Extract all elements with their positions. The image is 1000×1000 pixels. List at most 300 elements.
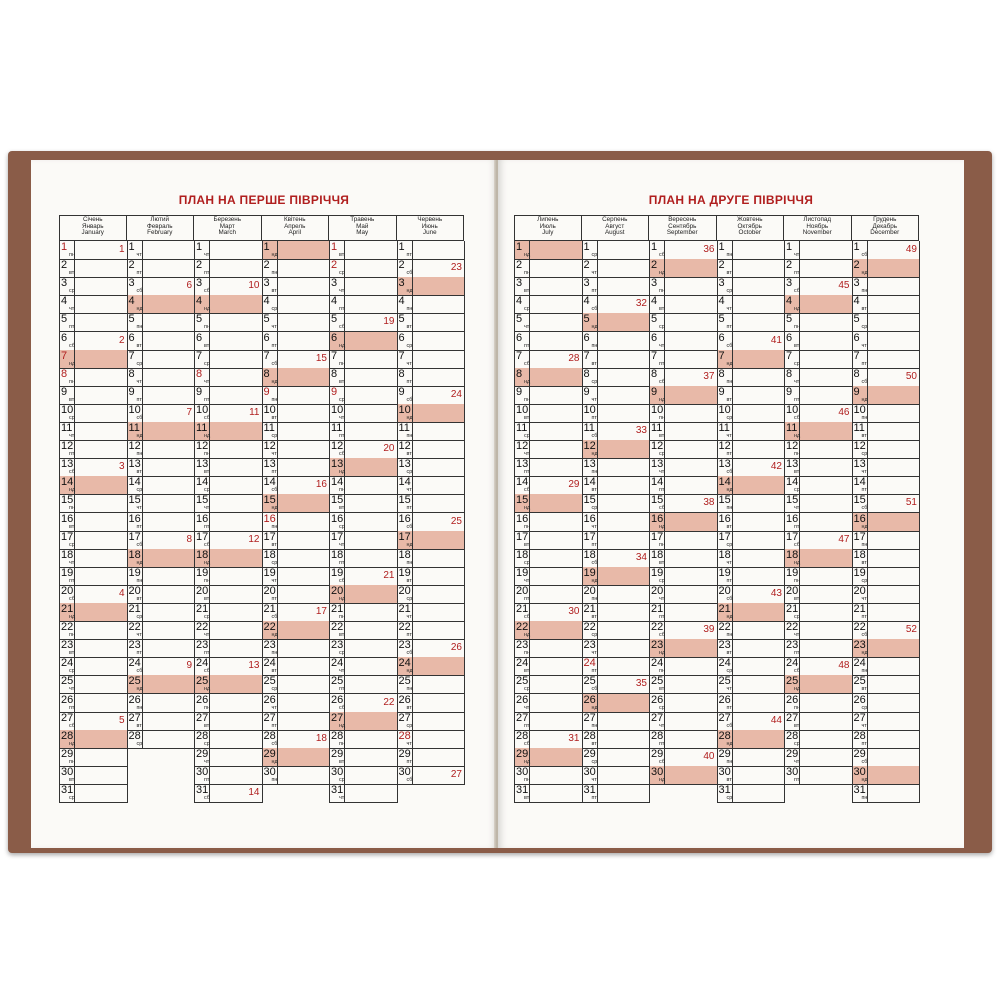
day-cell[interactable] xyxy=(59,694,128,713)
day-cell[interactable] xyxy=(582,730,651,749)
day-cell[interactable] xyxy=(262,404,331,423)
day-cell[interactable] xyxy=(649,350,718,369)
day-cell[interactable] xyxy=(852,404,921,423)
day-cell[interactable] xyxy=(397,675,466,694)
day-cell[interactable] xyxy=(397,494,466,513)
day-cell[interactable] xyxy=(717,513,786,532)
day-cell[interactable] xyxy=(717,730,786,749)
day-cell[interactable] xyxy=(329,295,398,314)
day-cell[interactable] xyxy=(329,694,398,713)
day-cell[interactable] xyxy=(262,313,331,332)
day-cell[interactable] xyxy=(329,332,398,351)
day-cell[interactable] xyxy=(717,422,786,441)
day-cell[interactable] xyxy=(514,259,583,278)
day-cell[interactable] xyxy=(397,350,466,369)
day-cell[interactable] xyxy=(59,259,128,278)
day-cell[interactable] xyxy=(127,241,196,260)
day-cell[interactable] xyxy=(582,549,651,568)
day-cell[interactable] xyxy=(59,368,128,387)
day-cell[interactable] xyxy=(329,712,398,731)
day-cell[interactable] xyxy=(329,784,398,803)
day-cell[interactable] xyxy=(514,513,583,532)
day-cell[interactable] xyxy=(852,567,921,586)
day-cell[interactable] xyxy=(784,549,853,568)
day-cell[interactable] xyxy=(397,458,466,477)
day-cell[interactable] xyxy=(127,549,196,568)
day-cell[interactable] xyxy=(329,422,398,441)
day-cell[interactable] xyxy=(127,332,196,351)
day-cell[interactable] xyxy=(784,494,853,513)
day-cell[interactable] xyxy=(59,513,128,532)
day-cell[interactable] xyxy=(59,675,128,694)
day-cell[interactable] xyxy=(717,712,786,731)
day-cell[interactable] xyxy=(329,241,398,260)
day-cell[interactable] xyxy=(329,404,398,423)
day-cell[interactable] xyxy=(717,549,786,568)
day-cell[interactable] xyxy=(397,422,466,441)
day-cell[interactable] xyxy=(59,585,128,604)
day-cell[interactable] xyxy=(194,513,263,532)
day-cell[interactable] xyxy=(582,531,651,550)
day-cell[interactable] xyxy=(59,567,128,586)
day-cell[interactable] xyxy=(717,440,786,459)
day-cell[interactable] xyxy=(852,513,921,532)
day-cell[interactable] xyxy=(582,458,651,477)
day-cell[interactable] xyxy=(329,766,398,785)
day-cell[interactable] xyxy=(127,422,196,441)
day-cell[interactable] xyxy=(194,476,263,495)
day-cell[interactable] xyxy=(397,241,466,260)
day-cell[interactable] xyxy=(649,730,718,749)
day-cell[interactable] xyxy=(262,549,331,568)
day-cell[interactable] xyxy=(852,458,921,477)
day-cell[interactable] xyxy=(717,494,786,513)
day-cell[interactable] xyxy=(514,440,583,459)
day-cell[interactable] xyxy=(59,295,128,314)
day-cell[interactable] xyxy=(717,675,786,694)
day-cell[interactable] xyxy=(852,549,921,568)
day-cell[interactable] xyxy=(717,368,786,387)
day-cell[interactable] xyxy=(784,350,853,369)
day-cell[interactable] xyxy=(262,295,331,314)
day-cell[interactable] xyxy=(784,694,853,713)
day-cell[interactable] xyxy=(649,694,718,713)
day-cell[interactable] xyxy=(784,603,853,622)
day-cell[interactable] xyxy=(127,694,196,713)
day-cell[interactable] xyxy=(262,513,331,532)
day-cell[interactable] xyxy=(127,313,196,332)
day-cell[interactable] xyxy=(194,332,263,351)
day-cell[interactable] xyxy=(262,277,331,296)
day-cell[interactable] xyxy=(514,313,583,332)
day-cell[interactable] xyxy=(649,458,718,477)
day-cell[interactable] xyxy=(262,657,331,676)
day-cell[interactable] xyxy=(59,277,128,296)
day-cell[interactable] xyxy=(262,458,331,477)
day-cell[interactable] xyxy=(329,476,398,495)
day-cell[interactable] xyxy=(397,730,466,749)
day-cell[interactable] xyxy=(59,531,128,550)
day-cell[interactable] xyxy=(127,675,196,694)
day-cell[interactable] xyxy=(649,476,718,495)
day-cell[interactable] xyxy=(514,241,583,260)
day-cell[interactable] xyxy=(262,748,331,767)
day-cell[interactable] xyxy=(852,621,921,640)
day-cell[interactable] xyxy=(194,748,263,767)
day-cell[interactable] xyxy=(397,440,466,459)
day-cell[interactable] xyxy=(784,422,853,441)
day-cell[interactable] xyxy=(582,368,651,387)
day-cell[interactable] xyxy=(582,494,651,513)
day-cell[interactable] xyxy=(852,476,921,495)
day-cell[interactable] xyxy=(397,513,466,532)
day-cell[interactable] xyxy=(582,603,651,622)
day-cell[interactable] xyxy=(717,313,786,332)
day-cell[interactable] xyxy=(194,350,263,369)
day-cell[interactable] xyxy=(514,712,583,731)
day-cell[interactable] xyxy=(852,784,921,803)
day-cell[interactable] xyxy=(717,766,786,785)
day-cell[interactable] xyxy=(852,313,921,332)
day-cell[interactable] xyxy=(397,603,466,622)
day-cell[interactable] xyxy=(514,494,583,513)
day-cell[interactable] xyxy=(262,639,331,658)
day-cell[interactable] xyxy=(649,277,718,296)
day-cell[interactable] xyxy=(649,639,718,658)
day-cell[interactable] xyxy=(127,621,196,640)
day-cell[interactable] xyxy=(194,657,263,676)
day-cell[interactable] xyxy=(784,277,853,296)
day-cell[interactable] xyxy=(59,639,128,658)
day-cell[interactable] xyxy=(582,694,651,713)
day-cell[interactable] xyxy=(649,657,718,676)
day-cell[interactable] xyxy=(784,748,853,767)
day-cell[interactable] xyxy=(397,766,466,785)
day-cell[interactable] xyxy=(649,494,718,513)
day-cell[interactable] xyxy=(514,368,583,387)
day-cell[interactable] xyxy=(194,386,263,405)
day-cell[interactable] xyxy=(262,332,331,351)
day-cell[interactable] xyxy=(397,531,466,550)
day-cell[interactable] xyxy=(649,712,718,731)
day-cell[interactable] xyxy=(329,567,398,586)
day-cell[interactable] xyxy=(329,440,398,459)
day-cell[interactable] xyxy=(59,748,128,767)
day-cell[interactable] xyxy=(194,784,263,803)
day-cell[interactable] xyxy=(59,476,128,495)
day-cell[interactable] xyxy=(784,476,853,495)
day-cell[interactable] xyxy=(717,259,786,278)
day-cell[interactable] xyxy=(514,476,583,495)
day-cell[interactable] xyxy=(194,440,263,459)
day-cell[interactable] xyxy=(852,657,921,676)
day-cell[interactable] xyxy=(262,241,331,260)
day-cell[interactable] xyxy=(717,748,786,767)
day-cell[interactable] xyxy=(514,748,583,767)
day-cell[interactable] xyxy=(784,368,853,387)
day-cell[interactable] xyxy=(397,368,466,387)
day-cell[interactable] xyxy=(127,567,196,586)
day-cell[interactable] xyxy=(194,639,263,658)
day-cell[interactable] xyxy=(127,585,196,604)
day-cell[interactable] xyxy=(262,712,331,731)
day-cell[interactable] xyxy=(649,585,718,604)
day-cell[interactable] xyxy=(514,766,583,785)
day-cell[interactable] xyxy=(397,621,466,640)
day-cell[interactable] xyxy=(397,748,466,767)
day-cell[interactable] xyxy=(582,295,651,314)
day-cell[interactable] xyxy=(59,766,128,785)
day-cell[interactable] xyxy=(514,730,583,749)
day-cell[interactable] xyxy=(717,332,786,351)
day-cell[interactable] xyxy=(59,422,128,441)
day-cell[interactable] xyxy=(784,585,853,604)
day-cell[interactable] xyxy=(649,531,718,550)
day-cell[interactable] xyxy=(514,694,583,713)
day-cell[interactable] xyxy=(397,639,466,658)
day-cell[interactable] xyxy=(582,259,651,278)
day-cell[interactable] xyxy=(397,295,466,314)
day-cell[interactable] xyxy=(717,350,786,369)
day-cell[interactable] xyxy=(59,494,128,513)
day-cell[interactable] xyxy=(514,458,583,477)
day-cell[interactable] xyxy=(194,295,263,314)
day-cell[interactable] xyxy=(514,295,583,314)
day-cell[interactable] xyxy=(852,386,921,405)
day-cell[interactable] xyxy=(329,350,398,369)
day-cell[interactable] xyxy=(649,549,718,568)
day-cell[interactable] xyxy=(582,404,651,423)
day-cell[interactable] xyxy=(784,440,853,459)
day-cell[interactable] xyxy=(262,259,331,278)
day-cell[interactable] xyxy=(717,476,786,495)
day-cell[interactable] xyxy=(852,440,921,459)
day-cell[interactable] xyxy=(127,730,196,749)
day-cell[interactable] xyxy=(194,458,263,477)
day-cell[interactable] xyxy=(59,603,128,622)
day-cell[interactable] xyxy=(397,712,466,731)
day-cell[interactable] xyxy=(59,712,128,731)
day-cell[interactable] xyxy=(649,404,718,423)
day-cell[interactable] xyxy=(194,730,263,749)
day-cell[interactable] xyxy=(582,313,651,332)
day-cell[interactable] xyxy=(262,386,331,405)
day-cell[interactable] xyxy=(784,639,853,658)
day-cell[interactable] xyxy=(262,730,331,749)
day-cell[interactable] xyxy=(329,259,398,278)
day-cell[interactable] xyxy=(127,639,196,658)
day-cell[interactable] xyxy=(59,458,128,477)
day-cell[interactable] xyxy=(127,295,196,314)
day-cell[interactable] xyxy=(649,766,718,785)
day-cell[interactable] xyxy=(649,295,718,314)
day-cell[interactable] xyxy=(194,603,263,622)
day-cell[interactable] xyxy=(127,712,196,731)
day-cell[interactable] xyxy=(59,784,128,803)
day-cell[interactable] xyxy=(329,603,398,622)
day-cell[interactable] xyxy=(717,277,786,296)
day-cell[interactable] xyxy=(59,404,128,423)
day-cell[interactable] xyxy=(852,531,921,550)
day-cell[interactable] xyxy=(397,386,466,405)
day-cell[interactable] xyxy=(59,386,128,405)
day-cell[interactable] xyxy=(262,350,331,369)
day-cell[interactable] xyxy=(649,675,718,694)
day-cell[interactable] xyxy=(784,404,853,423)
day-cell[interactable] xyxy=(852,277,921,296)
day-cell[interactable] xyxy=(127,386,196,405)
day-cell[interactable] xyxy=(59,730,128,749)
day-cell[interactable] xyxy=(397,694,466,713)
day-cell[interactable] xyxy=(784,730,853,749)
day-cell[interactable] xyxy=(784,513,853,532)
day-cell[interactable] xyxy=(127,513,196,532)
day-cell[interactable] xyxy=(717,567,786,586)
day-cell[interactable] xyxy=(514,386,583,405)
day-cell[interactable] xyxy=(397,567,466,586)
day-cell[interactable] xyxy=(852,259,921,278)
day-cell[interactable] xyxy=(127,458,196,477)
day-cell[interactable] xyxy=(582,422,651,441)
day-cell[interactable] xyxy=(194,675,263,694)
day-cell[interactable] xyxy=(194,621,263,640)
day-cell[interactable] xyxy=(514,784,583,803)
day-cell[interactable] xyxy=(784,295,853,314)
day-cell[interactable] xyxy=(262,531,331,550)
day-cell[interactable] xyxy=(717,784,786,803)
day-cell[interactable] xyxy=(649,259,718,278)
day-cell[interactable] xyxy=(514,585,583,604)
day-cell[interactable] xyxy=(262,494,331,513)
day-cell[interactable] xyxy=(127,259,196,278)
day-cell[interactable] xyxy=(784,675,853,694)
day-cell[interactable] xyxy=(852,675,921,694)
day-cell[interactable] xyxy=(649,440,718,459)
day-cell[interactable] xyxy=(514,422,583,441)
day-cell[interactable] xyxy=(329,277,398,296)
day-cell[interactable] xyxy=(262,694,331,713)
day-cell[interactable] xyxy=(852,730,921,749)
day-cell[interactable] xyxy=(649,748,718,767)
day-cell[interactable] xyxy=(582,784,651,803)
day-cell[interactable] xyxy=(194,712,263,731)
day-cell[interactable] xyxy=(649,621,718,640)
day-cell[interactable] xyxy=(59,440,128,459)
day-cell[interactable] xyxy=(649,567,718,586)
day-cell[interactable] xyxy=(329,730,398,749)
day-cell[interactable] xyxy=(582,513,651,532)
day-cell[interactable] xyxy=(262,422,331,441)
day-cell[interactable] xyxy=(59,549,128,568)
day-cell[interactable] xyxy=(784,313,853,332)
day-cell[interactable] xyxy=(397,313,466,332)
day-cell[interactable] xyxy=(127,494,196,513)
day-cell[interactable] xyxy=(582,277,651,296)
day-cell[interactable] xyxy=(59,657,128,676)
day-cell[interactable] xyxy=(649,603,718,622)
day-cell[interactable] xyxy=(649,422,718,441)
day-cell[interactable] xyxy=(329,675,398,694)
day-cell[interactable] xyxy=(262,440,331,459)
day-cell[interactable] xyxy=(262,675,331,694)
day-cell[interactable] xyxy=(514,277,583,296)
day-cell[interactable] xyxy=(397,259,466,278)
day-cell[interactable] xyxy=(514,639,583,658)
day-cell[interactable] xyxy=(852,694,921,713)
day-cell[interactable] xyxy=(649,386,718,405)
day-cell[interactable] xyxy=(127,531,196,550)
day-cell[interactable] xyxy=(582,350,651,369)
day-cell[interactable] xyxy=(194,313,263,332)
day-cell[interactable] xyxy=(329,313,398,332)
day-cell[interactable] xyxy=(514,657,583,676)
day-cell[interactable] xyxy=(649,241,718,260)
day-cell[interactable] xyxy=(262,603,331,622)
day-cell[interactable] xyxy=(784,567,853,586)
day-cell[interactable] xyxy=(194,766,263,785)
day-cell[interactable] xyxy=(59,313,128,332)
day-cell[interactable] xyxy=(514,350,583,369)
day-cell[interactable] xyxy=(582,386,651,405)
day-cell[interactable] xyxy=(397,585,466,604)
day-cell[interactable] xyxy=(852,295,921,314)
day-cell[interactable] xyxy=(582,440,651,459)
day-cell[interactable] xyxy=(649,313,718,332)
day-cell[interactable] xyxy=(784,386,853,405)
day-cell[interactable] xyxy=(262,368,331,387)
day-cell[interactable] xyxy=(397,476,466,495)
day-cell[interactable] xyxy=(329,494,398,513)
day-cell[interactable] xyxy=(852,332,921,351)
day-cell[interactable] xyxy=(582,567,651,586)
day-cell[interactable] xyxy=(262,567,331,586)
day-cell[interactable] xyxy=(329,621,398,640)
day-cell[interactable] xyxy=(397,549,466,568)
day-cell[interactable] xyxy=(262,585,331,604)
day-cell[interactable] xyxy=(329,657,398,676)
day-cell[interactable] xyxy=(397,277,466,296)
day-cell[interactable] xyxy=(784,241,853,260)
day-cell[interactable] xyxy=(582,585,651,604)
day-cell[interactable] xyxy=(194,494,263,513)
day-cell[interactable] xyxy=(852,368,921,387)
day-cell[interactable] xyxy=(582,712,651,731)
day-cell[interactable] xyxy=(784,531,853,550)
day-cell[interactable] xyxy=(852,350,921,369)
day-cell[interactable] xyxy=(784,621,853,640)
day-cell[interactable] xyxy=(127,657,196,676)
day-cell[interactable] xyxy=(194,567,263,586)
day-cell[interactable] xyxy=(514,404,583,423)
day-cell[interactable] xyxy=(194,259,263,278)
day-cell[interactable] xyxy=(717,295,786,314)
day-cell[interactable] xyxy=(852,585,921,604)
day-cell[interactable] xyxy=(329,585,398,604)
day-cell[interactable] xyxy=(717,694,786,713)
day-cell[interactable] xyxy=(59,241,128,260)
day-cell[interactable] xyxy=(582,332,651,351)
day-cell[interactable] xyxy=(717,241,786,260)
day-cell[interactable] xyxy=(329,368,398,387)
day-cell[interactable] xyxy=(649,332,718,351)
day-cell[interactable] xyxy=(514,603,583,622)
day-cell[interactable] xyxy=(329,386,398,405)
day-cell[interactable] xyxy=(852,712,921,731)
day-cell[interactable] xyxy=(514,531,583,550)
day-cell[interactable] xyxy=(582,675,651,694)
day-cell[interactable] xyxy=(852,766,921,785)
day-cell[interactable] xyxy=(852,603,921,622)
